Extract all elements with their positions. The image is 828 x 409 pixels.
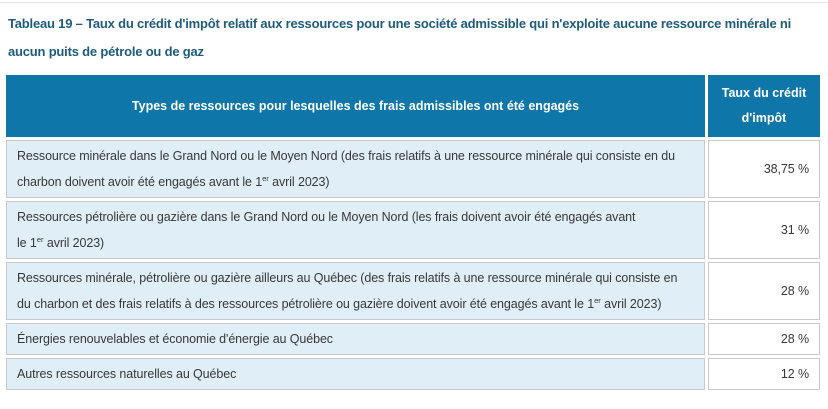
table-row: [6, 201, 820, 259]
superscript-ordinal: er: [36, 234, 44, 244]
credit-rate-cell: 12 %: [708, 358, 820, 390]
resource-description-cell: Autres ressources naturelles au Québec: [6, 358, 705, 390]
credit-rate-cell: 28 %: [708, 262, 820, 320]
column-header-credit-rate: Taux du crédit d'impôt: [708, 75, 820, 137]
table-row: [6, 323, 820, 355]
column-header-resource-types: Types de ressources pour lesquelles des frais admissibles ont été engagés: [6, 75, 705, 137]
tax-credit-rates-table: [3, 72, 823, 393]
resource-description-cell: Énergies renouvelables et économie d'énergie au Québec: [6, 323, 705, 355]
resource-description-cell: Ressource minérale dans le Grand Nord ou le Moyen Nord (des frais relatifs à une ressource minérale qui consiste en du charbon doivent avoir été engagés avant le 1er avril 2023): [6, 140, 705, 198]
superscript-ordinal: er: [262, 173, 269, 183]
credit-rate-cell: 28 %: [708, 323, 820, 355]
table-row: [6, 358, 820, 390]
table-header-row: [6, 75, 820, 137]
superscript-ordinal: er: [594, 295, 601, 305]
top-divider: [0, 2, 828, 3]
resource-description-cell: Ressources minérale, pétrolière ou gazière ailleurs au Québec (des frais relatifs à une ressource minérale qui consiste en du charbon et des frais relatifs à des ressources pétrolière ou gazière doivent avoir été engagés avant le 1er avril 2023): [6, 262, 705, 320]
table-row: [6, 140, 820, 198]
credit-rate-cell: 31 %: [708, 201, 820, 259]
resource-description-cell: Ressources pétrolière ou gazière dans le Grand Nord ou le Moyen Nord (les frais doivent avoir été engagés avant le 1er avril 2023): [6, 201, 705, 259]
table-row: [6, 262, 820, 320]
table-title: Tableau 19 – Taux du crédit d'impôt relatif aux ressources pour une société admissible qui n'exploite aucune ressource minérale ni aucun puits de pétrole ou de gaz: [8, 16, 792, 59]
credit-rate-cell: 38,75 %: [708, 140, 820, 198]
